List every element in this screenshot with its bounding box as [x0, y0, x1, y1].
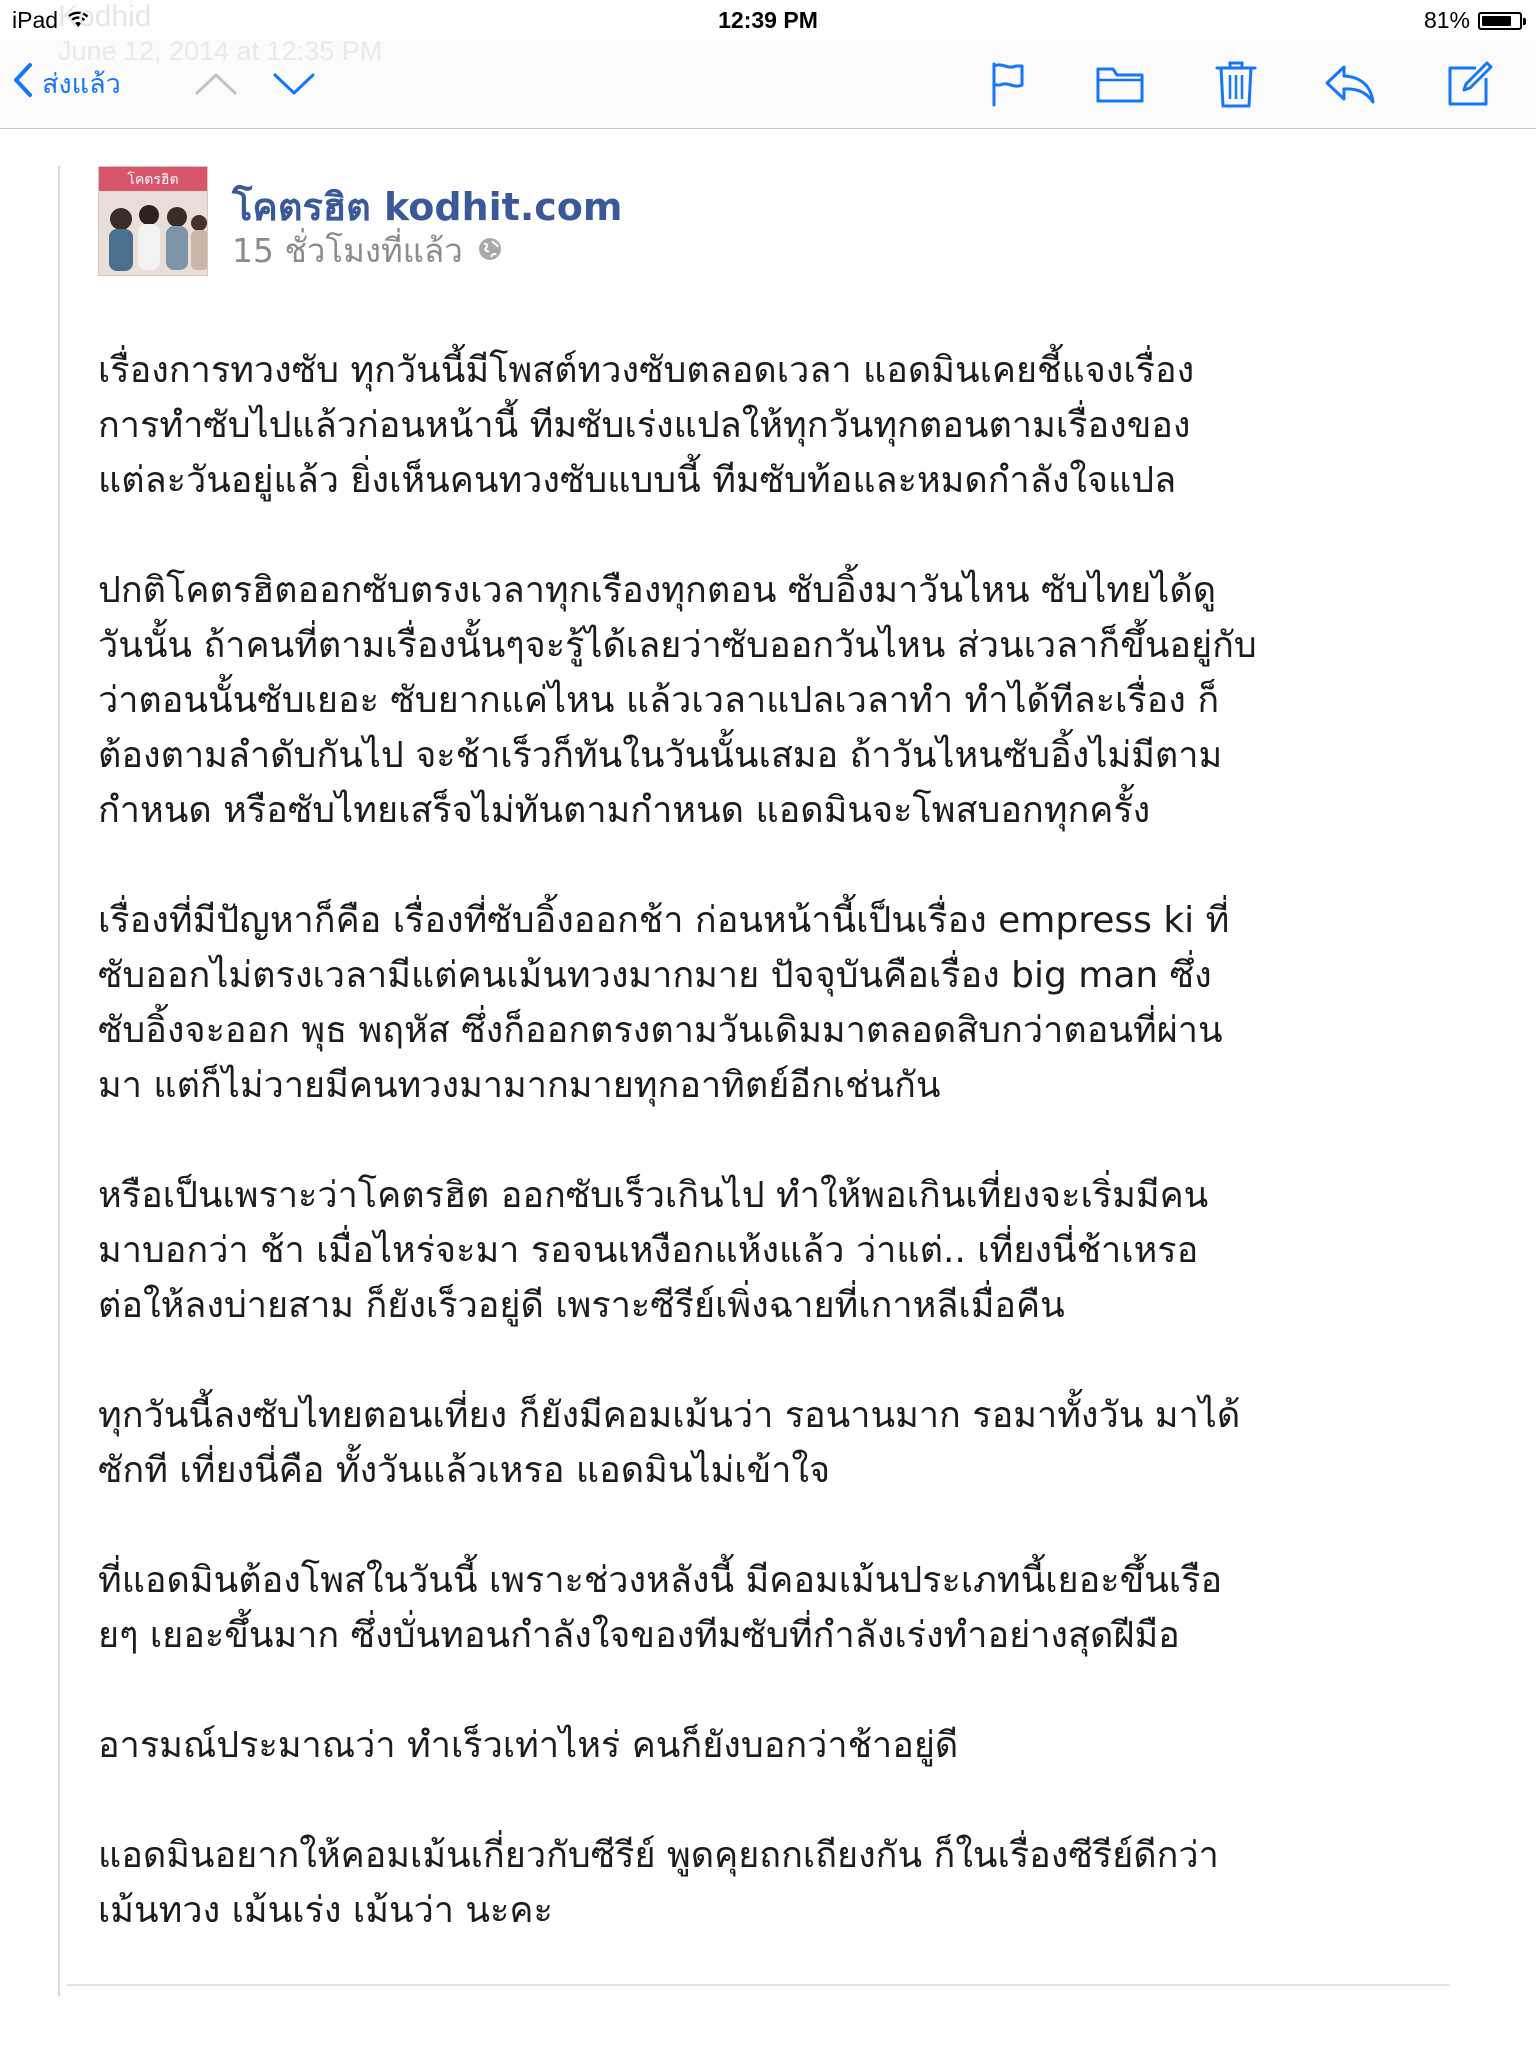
post-paragraph — [98, 1553, 1458, 1663]
post-text-line: ปกติโคตรฮิตออกซับตรงเวลาทุกเรืองทุกตอน ซับอิ้งมาวันไหน ซับไทยได้ดู — [98, 570, 1217, 611]
status-bar — [0, 0, 1536, 40]
post-text-line: หรือเป็นเพราะว่าโคตรฮิต ออกซับเร็วเกินไป ทำให้พอเกินเที่ยงจะเริ่มมีคน — [98, 1175, 1209, 1216]
post-paragraph — [98, 563, 1458, 838]
post-text-line: ซักที เที่ยงนี่คือ ทั้งวันแล้วเหรอ แอดมินไม่เข้าใจ — [98, 1450, 831, 1491]
chevron-left-icon — [12, 62, 34, 105]
next-message-button[interactable] — [266, 56, 322, 112]
post-paragraph — [98, 343, 1458, 508]
ghost-date: June 12, 2014 at 12:35 PM — [58, 36, 383, 66]
post-text-line: ซับออกไม่ตรงเวลามีแต่คนเม้นทวงมากมาย ปัจจุบันคือเรื่อง big man ซึ่ง — [98, 955, 1212, 996]
chevron-up-icon — [194, 71, 238, 97]
flag-icon — [988, 61, 1028, 107]
post-text-line: กำหนด หรือซับไทยเสร็จไม่ทันตามกำหนด แอดมินจะโพสบอกทุกครั้ง — [98, 790, 1151, 831]
post-text-line: ยๆ เยอะขึ้นมาก ซึ่งบั่นทอนกำลังใจของทีมซับที่กำลังเร่งทำอย่างสุดฝีมือ — [98, 1615, 1180, 1656]
status-time: 12:39 PM — [718, 7, 818, 33]
post-paragraph — [98, 1388, 1458, 1498]
post-text-line: แอดมินอยากให้คอมเม้นเกี่ยวกับซีรีย์ พูดคุยถกเถียงกัน ก็ในเรื่องซีรีย์ดีกว่า — [98, 1835, 1219, 1876]
post-paragraph — [98, 1168, 1458, 1333]
back-button[interactable] — [12, 62, 121, 105]
post-text-line: ต่อให้ลงบ่ายสาม ก็ยังเร็วอยู่ดี เพราะซีรีย์เพิ่งฉายที่เกาหลีเมื่อคืน — [98, 1285, 1065, 1326]
post-body — [98, 343, 1458, 1993]
move-to-folder-button[interactable] — [1092, 56, 1148, 112]
reply-icon — [1324, 63, 1376, 105]
quote-rule — [58, 166, 60, 1996]
device-name: iPad — [12, 7, 59, 33]
trash-button[interactable] — [1208, 56, 1264, 112]
previous-message-button[interactable] — [188, 56, 244, 112]
globe-icon — [477, 231, 503, 270]
avatar-label: โคตรฮิต — [127, 172, 179, 188]
battery-icon — [1478, 12, 1522, 30]
chevron-down-icon — [272, 71, 316, 97]
page-name-link[interactable]: โคตรฮิต kodhit.com — [232, 185, 623, 229]
post-text-line: เรื่องการทวงซับ ทุกวันนี้มีโพสต์ทวงซับตลอดเวลา แอดมินเคยชี้แจงเรื่อง — [98, 350, 1195, 391]
ghost-sender: Kodhid — [58, 0, 152, 33]
post-text-line: ว่าตอนนั้นซับเยอะ ซับยากแค่ไหน แล้วเวลาแปลเวลาทำ ทำได้ทีละเรื่อง ก็ — [98, 680, 1220, 721]
post-text-line: วันนั้น ถ้าคนที่ตามเรื่องนั้นๆจะรู้ได้เลยว่าซับออกวันไหน ส่วนเวลาก็ขึ้นอยู่กับ — [98, 625, 1257, 666]
content-divider — [66, 1984, 1450, 1986]
post-text-line: ทุกวันนี้ลงซับไทยตอนเที่ยง ก็ยังมีคอมเม้นว่า รอนานมาก รอมาทั้งวัน มาได้ — [98, 1395, 1241, 1436]
post-text-line: มาบอกว่า ช้า เมื่อไหร่จะมา รอจนเหงือกแห้งแล้ว ว่าแต่.. เที่ยงนี่ช้าเหรอ — [98, 1230, 1199, 1271]
post-timestamp[interactable] — [232, 224, 503, 277]
post-text-line: ต้องตามลำดับกันไป จะช้าเร็วก็ทันในวันนั้นเสมอ ถ้าวันไหนซับอิ้งไม่มีตาม — [98, 735, 1223, 776]
flag-button[interactable] — [980, 56, 1036, 112]
post-text-line: มา แต่ก็ไม่วายมีคนทวงมามากมายทุกอาทิตย์อีกเช่นกัน — [98, 1065, 941, 1106]
post-text-line: การทำซับไปแล้วก่อนหน้านี้ ทีมซับเร่งแปลให้ทุกวันทุกตอนตามเรื่องของ — [98, 405, 1191, 446]
post-text-line: เม้นทวง เม้นเร่ง เม้นว่า นะคะ — [98, 1890, 553, 1931]
post-text-line: แต่ละวันอยู่แล้ว ยิ่งเห็นคนทวงซับแบบนี้ ทีมซับท้อและหมดกำลังใจแปล — [98, 460, 1177, 501]
back-button-label: ส่งแล้ว — [42, 69, 121, 100]
post-paragraph — [98, 893, 1458, 1113]
compose-button[interactable] — [1442, 56, 1498, 112]
battery-percent: 81% — [1423, 7, 1470, 33]
post-text-line: อารมณ์ประมาณว่า ทำเร็วเท่าไหร่ คนก็ยังบอกว่าช้าอยู่ดี — [98, 1725, 959, 1766]
page-avatar[interactable] — [98, 166, 208, 276]
post-text-line: ซับอิ้งจะออก พุธ พฤหัส ซึ่งก็ออกตรงตามวันเดิมมาตลอดสิบกว่าตอนที่ผ่าน — [98, 1010, 1223, 1051]
avatar-photo-icon — [99, 167, 208, 276]
battery-fill — [1482, 16, 1511, 26]
post-header — [98, 166, 1398, 278]
post-paragraph — [98, 1718, 1458, 1773]
compose-icon — [1446, 60, 1494, 108]
post-text-line: เรื่องที่มีปัญหาก็คือ เรื่องที่ซับอิ้งออกช้า ก่อนหน้านี้เป็นเรื่อง empress ki ที่ — [98, 900, 1230, 941]
post-text-line: ที่แอดมินต้องโพสในวันนี้ เพราะช่วงหลังนี้ มีคอมเม้นประเภทนี้เยอะขึ้นเรือ — [98, 1560, 1223, 1601]
post-paragraph — [98, 1828, 1458, 1938]
trash-icon — [1215, 59, 1257, 109]
folder-icon — [1095, 64, 1145, 104]
status-right — [1424, 7, 1522, 34]
post-time-label: 15 ชั่วโมงที่แล้ว — [232, 231, 463, 270]
reply-button[interactable] — [1322, 56, 1378, 112]
